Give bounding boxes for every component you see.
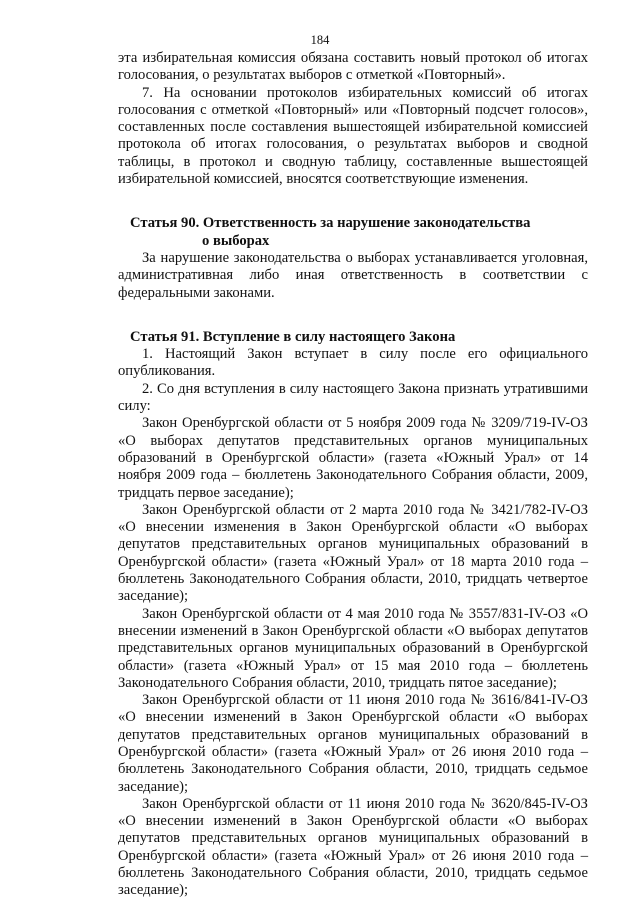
- paragraph-article-91-item-1: 1. Настоящий Закон вступает в силу после его официального опубликования.: [118, 346, 588, 380]
- article-90-heading-line2: о выборах: [202, 232, 270, 249]
- paragraph-repealed-law-1: Закон Оренбургской области от 5 ноября 2009 года № 3209/719-IV-ОЗ «О выборах депутатов представительных органов муниципальных образований в Оренбургской области» (газета «Южный Урал» от 14 ноября 2009 года – бюллетень Законодательного Собрания области, 2009, тридцать первое заседание);: [118, 415, 588, 501]
- paragraph-article-91-item-2: 2. Со дня вступления в силу настоящего Закона признать утратившими силу:: [118, 380, 588, 415]
- page-content: [118, 50, 588, 900]
- spacer: [118, 188, 588, 215]
- page-number: 184: [310, 33, 330, 47]
- paragraph-article-90-body: За нарушение законодательства о выборах устанавливается уголовная, административная либо иная ответственность в соответствии с федеральными законами.: [118, 249, 588, 301]
- paragraph-item-7: 7. На основании протоколов избирательных комиссий об итогах голосования с отметкой «Повторный» или «Повторный подсчет голосов», составленных после составления вышестоящей избирательной комиссией протокола об итогах голосования, о результатах выборов и сводной таблицы, в протокол и сводную таблицу, составленные вышестоящей избирательной комиссией, вносятся соответствующие изменения.: [118, 84, 588, 188]
- paragraph-repealed-law-4: Закон Оренбургской области от 11 июня 2010 года № 3616/841-IV-ОЗ «О внесении изменений в Закон Оренбургской области «О выборах депутатов представительных органов муниципальных образований в Оренбургской области» (газета «Южный Урал» от 26 июня 2010 года – бюллетень Законодательного Собрания области, 2010, тридцать седьмое заседание);: [118, 692, 588, 795]
- article-90-heading: [118, 215, 588, 250]
- paragraph-continuation: эта избирательная комиссия обязана составить новый протокол об итогах голосования, о результатах выборов с отметкой «Повторный».: [118, 50, 588, 84]
- spacer: [118, 302, 588, 329]
- paragraph-repealed-law-5: Закон Оренбургской области от 11 июня 2010 года № 3620/845-IV-ОЗ «О внесении изменений в Закон Оренбургской области «О выборах депутатов представительных органов муниципальных образований в Оренбургской области» (газета «Южный Урал» от 26 июня 2010 года – бюллетень Законодательного Собрания области, 2010, тридцать седьмое заседание);: [118, 795, 588, 899]
- paragraph-repealed-law-2: Закон Оренбургской области от 2 марта 2010 года № 3421/782-IV-ОЗ «О внесении изменения в Закон Оренбургской области «О выборах депутатов представительных органов муниципальных образований в Оренбургской области» (газета «Южный Урал» от 18 марта 2010 года – бюллетень Законодательного Собрания области, 2010, тридцать четвертое заседание);: [118, 501, 588, 605]
- paragraph-repealed-law-3: Закон Оренбургской области от 4 мая 2010 года № 3557/831-IV-ОЗ «О внесении изменений в Закон Оренбургской области «О выборах депутатов представительных органов муниципальных образований в Оренбургской области» (газета «Южный Урал» от 15 мая 2010 года – бюллетень Законодательного Собрания области, 2010, тридцать пятое заседание);: [118, 605, 588, 691]
- article-90-heading-line1: Статья 90. Ответственность за нарушение законодательства: [130, 215, 531, 232]
- article-91-heading: Статья 91. Вступление в силу настоящего Закона: [130, 328, 456, 345]
